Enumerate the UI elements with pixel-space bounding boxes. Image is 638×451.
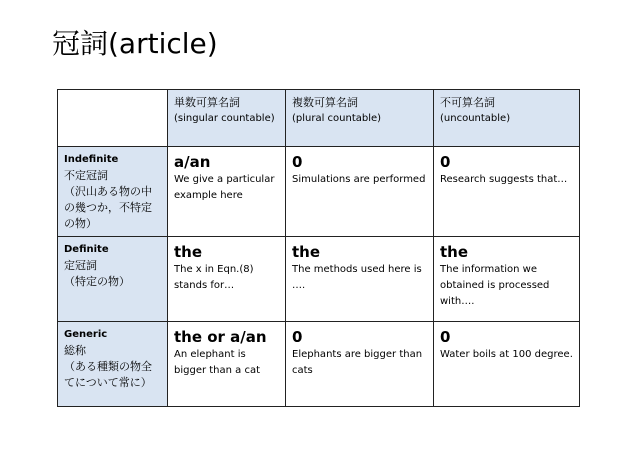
example-text: Elephants are bigger than cats	[292, 349, 423, 376]
column-header-en: (uncountable)	[440, 113, 511, 124]
row-header-note: （特定の物）	[64, 275, 130, 288]
article-form: 0	[292, 153, 303, 171]
row-header-note: （ある種類の物全てについて常に）	[64, 360, 152, 389]
article-form: the	[292, 243, 321, 261]
row-header-generic	[58, 322, 168, 407]
article-form: 0	[440, 328, 451, 346]
table-cell	[434, 322, 580, 407]
column-header-ja: 不可算名詞	[440, 96, 495, 109]
row-header-ja: 定冠詞	[64, 259, 97, 272]
row-header-en: Indefinite	[64, 154, 119, 165]
header-row	[58, 90, 580, 147]
column-header-en: (plural countable)	[292, 113, 382, 124]
slide-title: 冠詞(article)	[52, 27, 218, 60]
example-text: Simulations are performed	[292, 174, 426, 185]
example-text: Research suggests that…	[440, 174, 568, 185]
table-cell	[286, 237, 434, 322]
row-header-ja: 不定冠詞	[64, 169, 108, 182]
table-row-definite	[58, 237, 580, 322]
table-cell	[434, 147, 580, 237]
article-form: the	[174, 243, 203, 261]
column-header-ja: 複数可算名詞	[292, 96, 358, 109]
row-header-en: Generic	[64, 329, 108, 340]
example-text: We give a particular example here	[174, 174, 275, 201]
row-header-en: Definite	[64, 244, 109, 255]
table-row-indefinite	[58, 147, 580, 237]
row-header-ja: 総称	[64, 344, 86, 357]
example-text: Water boils at 100 degree.	[440, 349, 573, 360]
article-form: 0	[440, 153, 451, 171]
column-header-en: (singular countable)	[174, 113, 275, 124]
table-cell	[168, 237, 286, 322]
column-header-plural	[286, 90, 434, 147]
example-text: The methods used here is ….	[292, 264, 422, 291]
table-cell	[286, 147, 434, 237]
column-header-singular	[168, 90, 286, 147]
article-table	[57, 89, 580, 407]
example-text: An elephant is bigger than a cat	[174, 349, 261, 376]
column-header-ja: 単数可算名詞	[174, 96, 240, 109]
table-cell	[434, 237, 580, 322]
table-row-generic	[58, 322, 580, 407]
corner-cell	[58, 90, 168, 147]
article-form: the	[440, 243, 469, 261]
article-form: 0	[292, 328, 303, 346]
row-header-definite	[58, 237, 168, 322]
example-text: The x in Eqn.(8) stands for…	[174, 264, 254, 291]
column-header-uncountable	[434, 90, 580, 147]
example-text: The information we obtained is processed with….	[440, 264, 550, 307]
article-form: a/an	[174, 153, 211, 171]
row-header-note: （沢山ある物の中の幾つか，不特定の物）	[64, 185, 152, 230]
table-cell	[168, 147, 286, 237]
row-header-indefinite	[58, 147, 168, 237]
table-cell	[168, 322, 286, 407]
article-form: the or a/an	[174, 328, 267, 346]
table-cell	[286, 322, 434, 407]
